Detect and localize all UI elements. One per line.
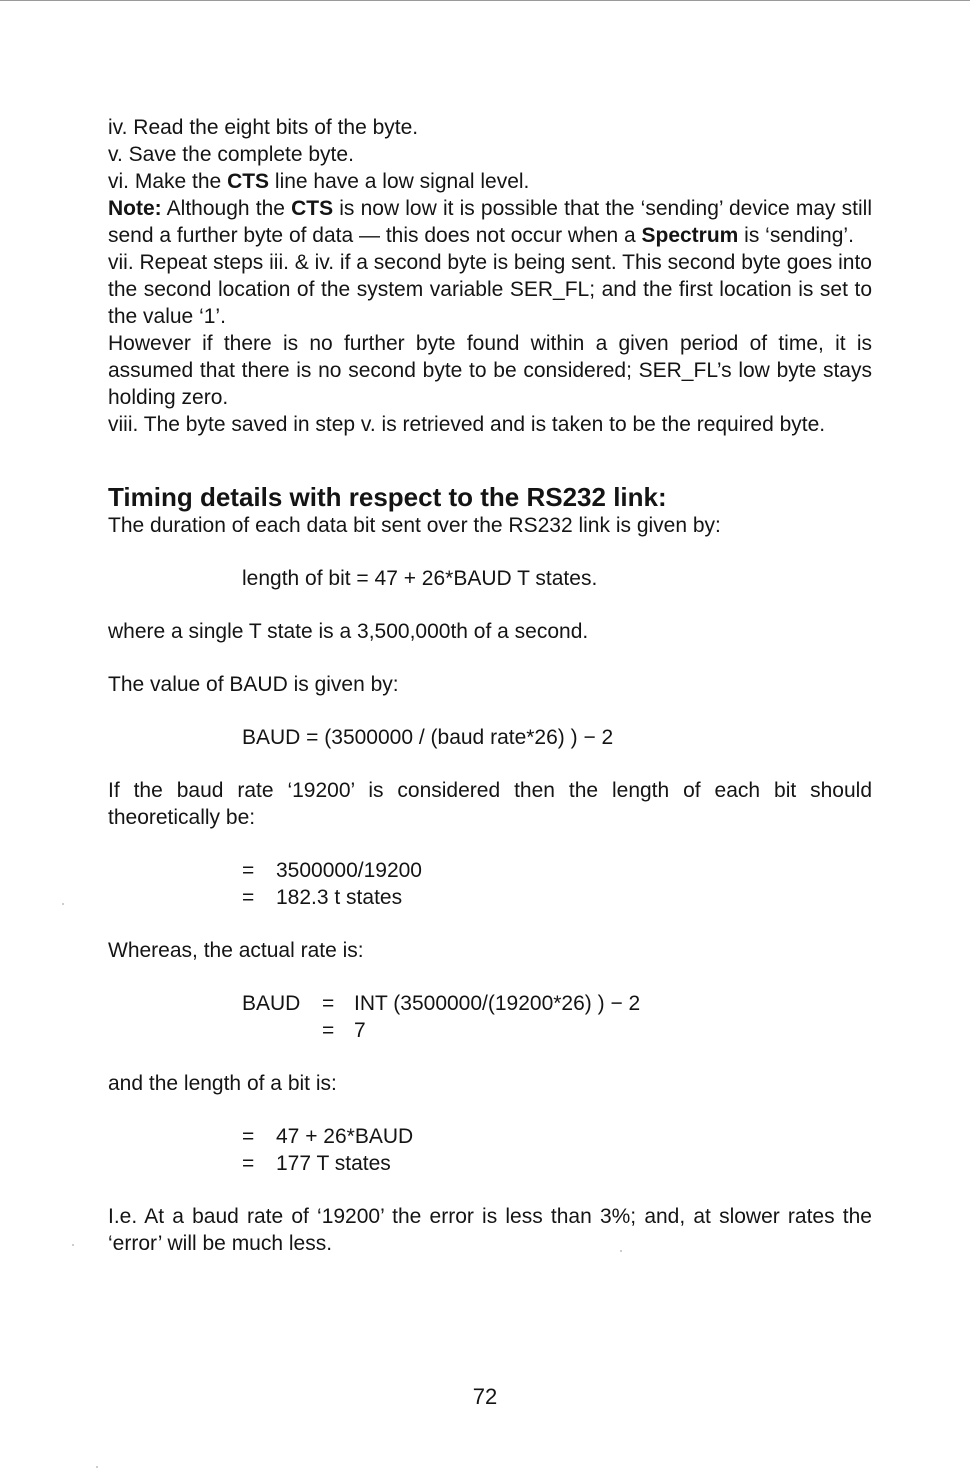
step-viii: viii. The byte saved in step v. is retrieved and is taken to be the required byte.: [108, 413, 826, 436]
step-vi-text: vi. Make the: [108, 170, 228, 193]
cts-term: CTS: [227, 170, 270, 193]
actual-line-2: [242, 1017, 872, 1044]
scan-speck: [620, 1250, 622, 1252]
equals-sign: =: [242, 1152, 255, 1175]
actual-calc: [242, 990, 872, 1044]
bit-length-formula: length of bit = 47 + 26*BAUD T states.: [242, 567, 598, 590]
equation-value: 3500000/19200: [276, 859, 422, 882]
scan-speck: [72, 1244, 74, 1246]
however-paragraph: However if there is no further byte found within a given period of time, it is assumed that there is no second byte to be considered; SER_FL’s low byte stays holding zero.: [108, 332, 872, 409]
equals-sign: =: [322, 1019, 335, 1042]
if-rate-paragraph: If the baud rate ‘19200’ is considered then the length of each bit should theoretically be:: [108, 779, 872, 829]
section-heading: Timing details with respect to the RS232 link:: [108, 482, 667, 512]
note-text-3: is ‘sending’.: [738, 224, 854, 247]
equals-sign: =: [242, 886, 255, 909]
equals-sign: =: [242, 859, 255, 882]
length-line-2: [242, 1150, 872, 1177]
step-iv: iv. Read the eight bits of the byte.: [108, 116, 419, 139]
actual-line-1: [242, 990, 872, 1017]
length-calc: [242, 1123, 872, 1177]
baud-intro: The value of BAUD is given by:: [108, 673, 399, 696]
equation-value: 177 T states: [276, 1152, 391, 1175]
step-v: v. Save the complete byte.: [108, 143, 354, 166]
t-state-definition: where a single T state is a 3,500,000th of a second.: [108, 620, 589, 643]
and-length-text: and the length of a bit is:: [108, 1072, 337, 1095]
theoretical-calc: [242, 857, 872, 911]
baud-label: BAUD: [242, 992, 301, 1015]
whereas-text: Whereas, the actual rate is:: [108, 939, 364, 962]
note-paragraph: [108, 195, 872, 249]
theoretical-line-2: [242, 884, 872, 911]
note-text-1: Although the: [161, 197, 292, 220]
conclusion-paragraph: I.e. At a baud rate of ‘19200’ the error is less than 3%; and, at slower rates the ‘error’ will be much less.: [108, 1205, 872, 1255]
baud-formula: BAUD = (3500000 / (baud rate*26) ) − 2: [242, 726, 614, 749]
theoretical-line-1: [242, 857, 872, 884]
step-vii: vii. Repeat steps iii. & iv. if a second byte is being sent. This second byte goes into the second location of the system variable SER_FL; and the first location is set to the value ‘1’.: [108, 251, 872, 328]
page-content: [108, 114, 872, 1257]
equation-value: 7: [354, 1019, 366, 1042]
page-number: 72: [472, 1384, 498, 1409]
note-label: Note:: [108, 197, 162, 220]
step-vi: [108, 168, 872, 195]
equation-value: INT (3500000/(19200*26) ) − 2: [354, 992, 641, 1015]
intro-text: The duration of each data bit sent over the RS232 link is given by:: [108, 514, 721, 537]
step-vi-text-end: line have a low signal level.: [269, 170, 530, 193]
length-line-1: [242, 1123, 872, 1150]
scan-speck: [96, 1466, 98, 1468]
equation-value: 47 + 26*BAUD: [276, 1125, 414, 1148]
equals-sign: =: [242, 1125, 255, 1148]
note-text-2: is now low it is possible that the ‘sending’ device may still send a further byte of data — this does not occur when a: [108, 197, 872, 247]
top-rule: [0, 0, 970, 1]
equation-value: 182.3 t states: [276, 886, 403, 909]
note-cts-term: CTS: [291, 197, 334, 220]
spectrum-term: Spectrum: [641, 224, 739, 247]
equals-sign: =: [322, 992, 335, 1015]
scan-speck: [62, 903, 64, 905]
